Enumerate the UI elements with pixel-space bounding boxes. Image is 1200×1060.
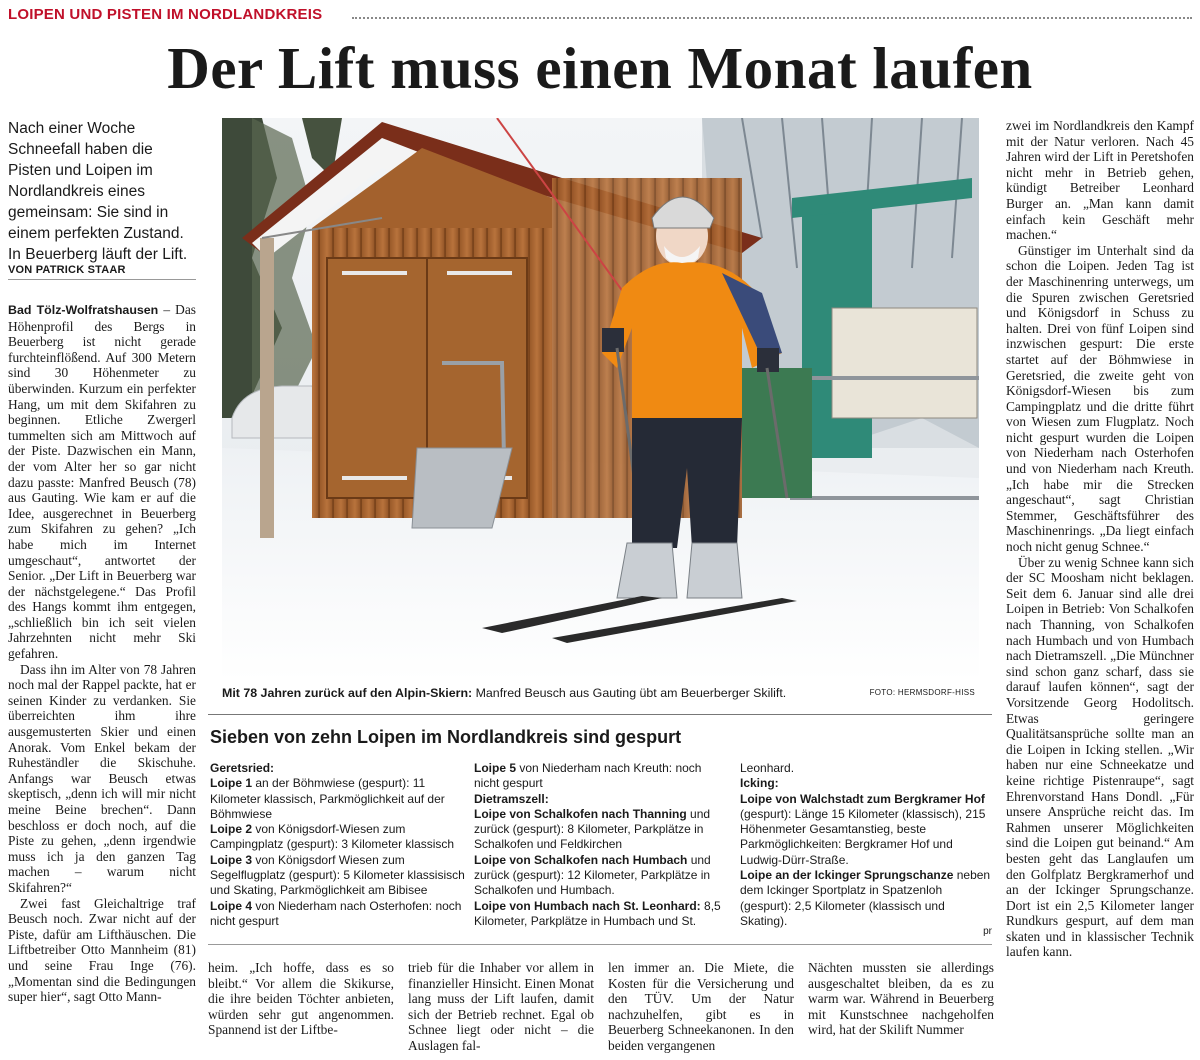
info-box-signature: pr bbox=[983, 926, 992, 937]
trail-entry-label: Loipe 4 bbox=[210, 898, 253, 913]
info-box-bottom-rule bbox=[208, 944, 992, 945]
trail-entry-text: (gespurt): Länge 15 Kilometer (klassisch), 215 Höhenmeter Gesamtanstieg, beste Parkmöglichkeiten: Bergkramer Hof und Ludwig-Dürr-Straße. bbox=[740, 806, 986, 867]
trail-entry-label: Icking: bbox=[740, 776, 779, 791]
headline: Der Lift muss einen Monat laufen bbox=[167, 35, 1033, 101]
trail-entry-label: Loipe 3 bbox=[210, 852, 253, 867]
article-paragraph: Über zu wenig Schnee kann sich der SC Moosham nicht beklagen. Seit dem 6. Januar sind alle drei Loipen in Betrieb: Von Schalkofen nach Thanning, von Schalkofen nach Humbach und von Humbach nach Dietramszell. „Die Münchner sind schon ganz scharf, dass sie darauf laufen können“, sagt der Vorsitzende Georg Hodolitsch. Etwas geringere Qualitätsansprüche sollte man an die Loipen in Icking stellen. „Wir haben nur eine Schneekatze und keine richtige Pistenraupe“, sagt Ehrenvorstand Hans Dondl. „Für unsere Ansprüche reicht das. Im Rahmen unserer Möglichkeiten sind die Loipen gut beinand.“ Am besten geht das Langlaufen um den Golfplatz Bergkramerhof und an der Ickinger Sprungschanze. Dort ist ein 2,5 Kilometer langer Rundkurs gespurt, auf dem man skaten und in klassischer Technik laufen kann. bbox=[1006, 554, 1194, 960]
trail-entry-text: 8,5 Kilometer, Parkplätze in Humbach und St. bbox=[474, 898, 721, 928]
trail-entry-text: neben dem Ickinger Sportplatz in Spatzenloh (gespurt): 2,5 Kilometer (klassisch und Skating). bbox=[740, 868, 991, 928]
intro-teaser: Nach einer Woche Schneefall haben die Pisten und Loipen im Nordlandkreis eines gemeinsam: Sie sind in einem perfekten Zustand. In Beuerberg läuft der Lift. bbox=[8, 120, 188, 263]
article-column-bottom-4: Nächten mussten sie allerdings ausgeschaltet bleiben, da es zu warm war. Während in Beuerberg mit Kunstschnee nachgeholfen wird, hat der Skilift Nummer bbox=[808, 960, 994, 1038]
article-column-left bbox=[8, 302, 196, 1058]
byline: VON PATRICK STAAR bbox=[8, 264, 196, 280]
trail-entry bbox=[740, 776, 992, 791]
info-box-title: Sieben von zehn Loipen im Nordlandkreis sind gespurt bbox=[210, 727, 682, 747]
article-column-bottom-2: trieb für die Inhaber vor allem in finanzieller Hinsicht. Einen Monat lang muss der Lift laufen, damit sich der Betrieb rechnet. Egal ob Schnee liegt oder nicht – die Auslagen fal- bbox=[408, 960, 594, 1053]
info-box-column bbox=[210, 761, 466, 929]
trail-entry-label: Loipe an der Ickinger Sprungschanze bbox=[740, 868, 954, 883]
trail-entry bbox=[210, 853, 466, 899]
trail-entry-label: Loipe von Schalkofen nach Humbach bbox=[474, 852, 688, 867]
section-kicker: LOIPEN UND PISTEN IM NORDLANDKREIS bbox=[8, 6, 323, 23]
trail-entry bbox=[210, 761, 466, 776]
info-box-column bbox=[474, 761, 730, 929]
trail-entry bbox=[474, 807, 730, 853]
trail-entry-text: und zurück (gespurt): 12 Kilometer, Parkplätze in Schalkofen und Humbach. bbox=[474, 852, 711, 898]
trail-entry-text: an der Böhmwiese (gespurt): 11 Kilometer klassisch, Parkmöglichkeit auf der Böhmwiese bbox=[210, 776, 445, 821]
article-paragraph: Zwei fast Gleichaltrige traf Beusch noch. Zwar nicht auf der Piste, dafür am Lifthäuschen. Die Liftbetreiber Otto Mannheim (81) und seine Frau Inge (76). „Momentan sind die Bedingungen super hier“, sagt Otto Mann- bbox=[8, 895, 196, 1005]
trail-entry-label: Loipe von Humbach nach St. Leonhard: bbox=[474, 898, 701, 913]
photo-caption bbox=[222, 686, 979, 700]
trail-entry bbox=[740, 761, 992, 776]
trail-entry bbox=[474, 853, 730, 899]
photo-skier-at-lift-hut bbox=[222, 118, 979, 681]
caption-lead: Mit 78 Jahren zurück auf den Alpin-Skiern: bbox=[222, 686, 473, 700]
article-paragraph: Bad Tölz-Wolfratshausen – Das Höhenprofil des Bergs in Beuerberg ist nicht gerade furchteinflößend. Auf 300 Metern sind 30 Höhenmeter zu überwinden. Kurzum ein perfekter Hang, um mit dem Skifahren zu beginnen. Etliche Zwergerl tummelten sich am Mittwoch auf der Piste. Dazwischen ein Mann, der vom Alter her so gar nicht dazu passte: Manfred Beusch (78) aus Gauting. Wie kam er auf die Idee, ausgerechnet in Beuerberg zum Skifahren zu gehen? „Ich habe mich im Internet umgeschaut“, antwortet der Senior. „Der Lift in Beuerberg war der nächstgelegene.“ Das Profil des Hangs kommt ihm entgegen, „schließlich bin ich seit vielen Jahrzehnten nicht mehr Ski gefahren. bbox=[8, 302, 196, 662]
trail-entry-label: Loipe 2 bbox=[210, 822, 253, 837]
caption-text: Manfred Beusch aus Gauting übt am Beuerberger Skilift. bbox=[472, 686, 787, 700]
trail-entry-label: Loipe von Schalkofen nach Thanning bbox=[474, 806, 687, 821]
kicker-divider bbox=[352, 17, 1192, 19]
trail-entry-label: Loipe 1 bbox=[210, 776, 253, 791]
info-box-column bbox=[740, 761, 992, 929]
trail-entry-label: Dietramszell: bbox=[474, 791, 549, 806]
trail-entry-text: von Königsdorf-Wiesen zum Campingplatz (gespurt): 3 Kilometer klassisch bbox=[210, 822, 455, 852]
trail-entry bbox=[740, 792, 992, 868]
info-box-trails bbox=[208, 714, 992, 945]
trail-entry bbox=[474, 792, 730, 807]
article-paragraph: Dass ihn im Alter von 78 Jahren noch mal der Rappel packte, hat er seinen Kinder zu verdanken. Sie überreichten ihm ihre ausgemusterten Skier und einen Anorak. Vom Enkel bekam der Ruheständler die Skischuhe. Anfangs war Beusch etwas skeptisch, „denn ich will mir nicht meine Beine brechen“. Dann beschloss er doch noch, auf die Piste zu gehen, „denn irgendwie muss ich ja den ganzen Tag machen – warum nicht Skifahren?“ bbox=[8, 661, 196, 895]
trail-entry-label: Geretsried: bbox=[210, 761, 275, 775]
trail-entry-text: von Niederham nach Osterhofen: noch nicht gespurt bbox=[210, 898, 462, 928]
trail-entry-label: Loipe von Walchstadt zum Bergkramer Hof bbox=[740, 791, 985, 806]
trail-entry-text: Leonhard. bbox=[740, 761, 795, 775]
dateline: Bad Tölz-Wolfratshausen bbox=[8, 303, 159, 317]
article-photo bbox=[222, 118, 979, 681]
trail-entry bbox=[474, 761, 730, 792]
article-column-bottom-1: heim. „Ich hoffe, dass es so bleibt.“ Vor allem die Skikurse, die ihre beiden Töchter anbieten, würden sehr gut angenommen. Spannend ist der Liftbe- bbox=[208, 960, 394, 1038]
trail-entry-text: und zurück (gespurt): 8 Kilometer, Parkplätze in Schalkofen und Feldkirchen bbox=[474, 806, 711, 852]
article-column-bottom-3: len immer an. Die Miete, die Kosten für die Versicherung und den TÜV. Um der Natur nachzuhelfen, gibt es in Beuerberg Schneekanonen. In den beiden vergangenen bbox=[608, 960, 794, 1053]
trail-entry bbox=[210, 899, 466, 930]
trail-entry bbox=[210, 822, 466, 853]
article-paragraph: Günstiger im Unterhalt sind da schon die Loipen. Jeden Tag ist der Maschinenring unterwegs, um die Spuren zwischen Geretsried und Königsdorf in Schuss zu halten. Drei von fünf Loipen sind inzwischen gespurt: Die erste startet auf der Böhmwiese in Geretsried, die zweite geht von Königsdorf-Wiesen bis zum Campingplatz und die dritte führt von Wiesen zum Flugplatz. Noch nicht gespurt wurden die Loipen von Niederham nach Osterhofen und von Niederham nach Kreuth. „Ich habe mir die Strecken angeschaut“, sagt Christian Stemmer, Geschäftsführer des Maschinenrings. „Da liegt einfach noch nicht genug Schnee.“ bbox=[1006, 242, 1194, 555]
trail-entry-label: Loipe 5 bbox=[474, 761, 517, 775]
article-paragraph: zwei im Nordlandkreis den Kampf mit der Natur verloren. Nach 45 Jahren wird der Lift in Peretshofen nicht mehr in Betrieb gehen, kündigt Betreiber Leonhard Burger an. „Man kann damit einfach kein Geschäft mehr machen.“ bbox=[1006, 118, 1194, 243]
trail-entry-text: von Königsdorf Wiesen zum Segelflugplatz (gespurt): 5 Kilometer klassisisch und Skating, Parkmöglichkeit am Bibisee bbox=[210, 852, 465, 898]
trail-entry-text: von Niederham nach Kreuth: noch nicht gespurt bbox=[474, 761, 702, 791]
trail-entry bbox=[474, 899, 730, 930]
trail-entry bbox=[210, 776, 466, 822]
article-column-right bbox=[1006, 118, 1194, 1058]
trail-entry bbox=[740, 868, 992, 929]
photo-credit: FOTO: HERMSDORF-HISS bbox=[869, 688, 975, 697]
